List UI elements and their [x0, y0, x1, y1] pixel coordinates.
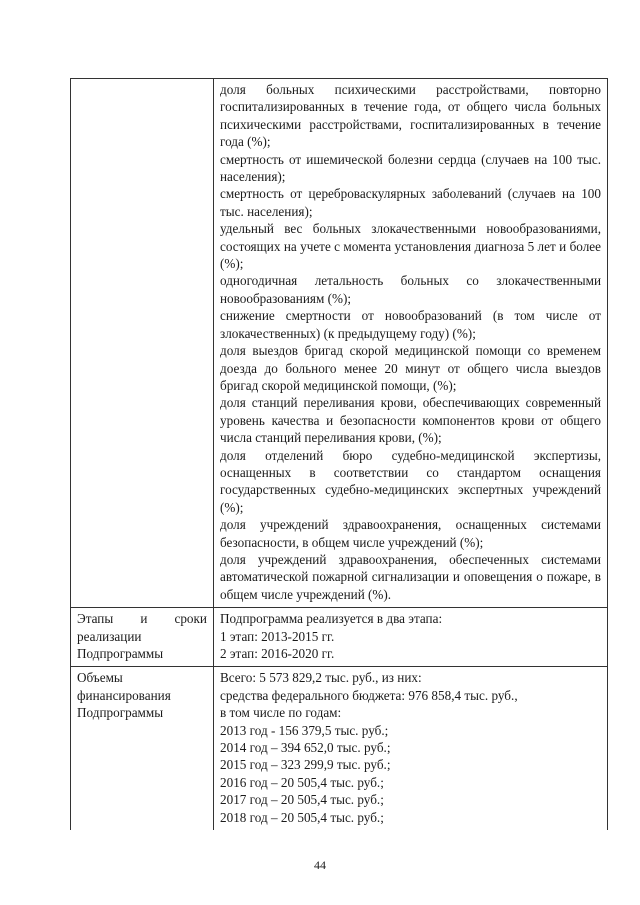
indicator-item: доля учреждений здравоохранения, обеспеченных системами автоматической пожарной сигнализации и оповещения о пожаре, в общем числе учреждений (%). [220, 551, 601, 602]
financing-line: в том числе по годам: [220, 705, 342, 721]
financing-cell [214, 667, 608, 830]
financing-line: 2017 год – 20 505,4 тыс. руб.; [220, 792, 384, 808]
indicator-item: одногодичная летальность больных со злокачественными новообразованиям (%); [220, 273, 601, 306]
indicator-item: доля отделений бюро судебно-медицинской экспертизы, оснащенных в соответствии со стандартом оснащения государственных судебно-медицинских экспертных учреждений (%); [220, 447, 601, 515]
indicator-item: смертность от ишемической болезни сердца (случаев на 100 тыс. населения); [220, 151, 601, 185]
financing-row [71, 667, 608, 830]
stages-cell [214, 608, 608, 667]
stages-line: 2 этап: 2016-2020 гг. [220, 646, 335, 661]
stages-label: Этапы и сроки реализации Подпрограммы [77, 611, 207, 661]
financing-line: средства федерального бюджета: 976 858,4 тыс. руб., [220, 687, 518, 703]
stages-row [71, 608, 608, 667]
indicator-item: доля больных психическими расстройствами, повторно госпитализированных в течение года, от общего числа больных психическими расстройствами, госпитализированных в течение года (%); [220, 82, 601, 150]
stages-line: Подпрограмма реализуется в два этапа: [220, 611, 443, 627]
indicator-item: доля выездов бригад скорой медицинской помощи со временем доезда до больного менее 20 минут от общего числа выездов бригад скорой медицинской помощи, (%); [220, 343, 601, 393]
indicators-row [71, 79, 608, 608]
financing-label-cell [71, 667, 214, 830]
financing-label: Объемы финансирования Подпрограммы [77, 670, 171, 721]
indicators-label-cell [71, 79, 214, 608]
financing-line: 2018 год – 20 505,4 тыс. руб.; [220, 809, 384, 825]
financing-line: 2014 год – 394 652,0 тыс. руб.; [220, 740, 391, 756]
financing-line: 2016 год – 20 505,4 тыс. руб.; [220, 774, 384, 790]
indicators-cell [214, 79, 608, 608]
indicator-item: доля учреждений здравоохранения, оснащенных системами безопасности, в общем числе учреждений (%); [220, 517, 601, 550]
indicator-item: смертность от цереброваскулярных заболеваний (случаев на 100 тыс. населения); [220, 186, 601, 219]
financing-line: Всего: 5 573 829,2 тыс. руб., из них: [220, 670, 422, 686]
page-number: 44 [314, 858, 326, 872]
stages-label-cell [71, 608, 214, 667]
financing-line: 2013 год - 156 379,5 тыс. руб.; [220, 722, 389, 738]
indicator-item: доля станций переливания крови, обеспечивающих современный уровень качества и безопасности компонентов крови от общего числа станций переливания крови, (%); [220, 395, 601, 446]
financing-line: 2015 год – 323 299,9 тыс. руб.; [220, 757, 391, 773]
indicator-item: удельный вес больных злокачественными новообразованиями, состоящих на учете с момента установления диагноза 5 лет и более (%); [220, 221, 601, 272]
passport-table [70, 78, 608, 830]
indicator-item: снижение смертности от новообразований (в том числе от злокачественных) (к предыдущему году) (%); [220, 308, 601, 341]
stages-line: 1 этап: 2013-2015 гг. [220, 628, 335, 644]
